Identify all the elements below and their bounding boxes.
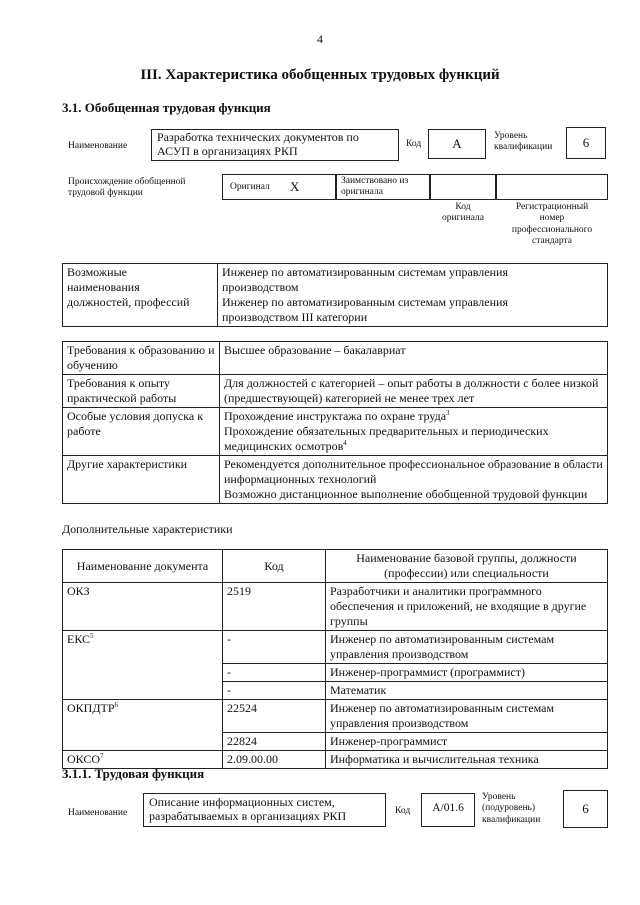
section-title: III. Характеристика обобщенных трудовых функций [140,67,500,83]
additional-table [62,549,608,769]
additional-title: Дополнительные характеристики [62,522,233,536]
row-doc: ОКСО$^7$ [63,751,223,769]
table-row [63,375,608,408]
tf-name-value: Описание информационных систем, разрабатываемых в организациях РКП [149,795,347,824]
origin-reg-box [496,174,608,200]
table-row [63,342,608,375]
row-code: 2519 [223,583,326,631]
requirement-label: Другие характеристики [63,456,220,504]
origin-code-caption: Код оригинала [442,202,484,224]
requirement-label: Требования к образованию и обучению [63,342,220,375]
row-code: 2.09.00.00 [223,751,326,769]
row-name: Инженер по автоматизированным системам управления производством [326,631,608,664]
row-code: - [223,682,326,700]
positions-value: Инженер по автоматизированным системам управления производством Инженер по автоматизированным системам управления производством III категории [218,264,608,327]
tf-code-label: Код [395,806,411,816]
subsection-title: 3.1. Обобщенная трудовая функция [62,100,271,115]
table-header-row [63,550,608,583]
row-code: - [223,631,326,664]
requirement-value: Рекомендуется дополнительное профессиональное образование в области информационных технологий Возможно дистанционное выполнение обобщенной трудовой функции [220,456,608,504]
header-doc: Наименование документа [63,550,223,583]
requirement-label: Требования к опыту практической работы [63,375,220,408]
origin-label: Происхождение обобщенной трудовой функции [68,177,186,199]
origin-borrowed-label: Заимствовано из оригинала [341,176,409,198]
otf-name-label: Наименование [68,141,128,151]
header-name: Наименование базовой группы, должности (профессии) или специальности [326,550,608,583]
positions-table [62,263,608,327]
otf-code-label: Код [406,139,422,149]
requirements-table [62,341,608,504]
positions-label: Возможные наименования должностей, профессий [63,264,218,327]
requirement-value: Прохождение инструктажа по охране труда$^3$ Прохождение обязательных предварительных и периодических медицинских осмотров$^4$ [220,408,608,456]
row-doc: ОКПДТР$^6$ [63,700,223,751]
table-row [63,700,608,733]
origin-code-box [430,174,496,200]
row-name: Инженер-программист [326,733,608,751]
table-row [63,631,608,664]
row-code: 22824 [223,733,326,751]
table-row [63,456,608,504]
tf-title: 3.1.1. Трудовая функция [62,766,205,781]
origin-original-label: Оригинал [230,182,270,192]
tf-code-value: A/01.6 [432,802,464,814]
row-name: Информатика и вычислительная техника [326,751,608,769]
requirement-value: Высшее образование – бакалавриат [220,342,608,375]
table-row [63,583,608,631]
requirement-value: Для должностей с категорией – опыт работы в должности с более низкой (предшествующей) категорией не менее трех лет [220,375,608,408]
origin-original-mark: X [290,179,300,194]
otf-level-value: 6 [582,135,590,150]
row-code: 22524 [223,700,326,733]
requirement-label: Особые условия допуска к работе [63,408,220,456]
row-name: Математик [326,682,608,700]
page-number: 4 [317,32,323,46]
otf-name-value: Разработка технических документов по АСУП в организациях РКП [157,130,359,159]
row-doc: ЕКС$^5$ [63,631,223,700]
row-name: Разработчики и аналитики программного обеспечения и приложений, не входящие в другие группы [326,583,608,631]
row-name: Инженер по автоматизированным системам управления производством [326,700,608,733]
table-row [63,408,608,456]
otf-level-label: Уровень квалификации [494,131,553,153]
header-code: Код [223,550,326,583]
row-name: Инженер-программист (программист) [326,664,608,682]
otf-code-value: A [452,136,462,151]
row-doc: ОКЗ [63,583,223,631]
tf-name-label: Наименование [68,808,128,818]
row-code: - [223,664,326,682]
origin-reg-caption: Регистрационный номер профессионального стандарта [511,202,593,247]
tf-level-value: 6 [582,801,589,816]
tf-level-label: Уровень (подуровень) квалификации [482,792,541,825]
